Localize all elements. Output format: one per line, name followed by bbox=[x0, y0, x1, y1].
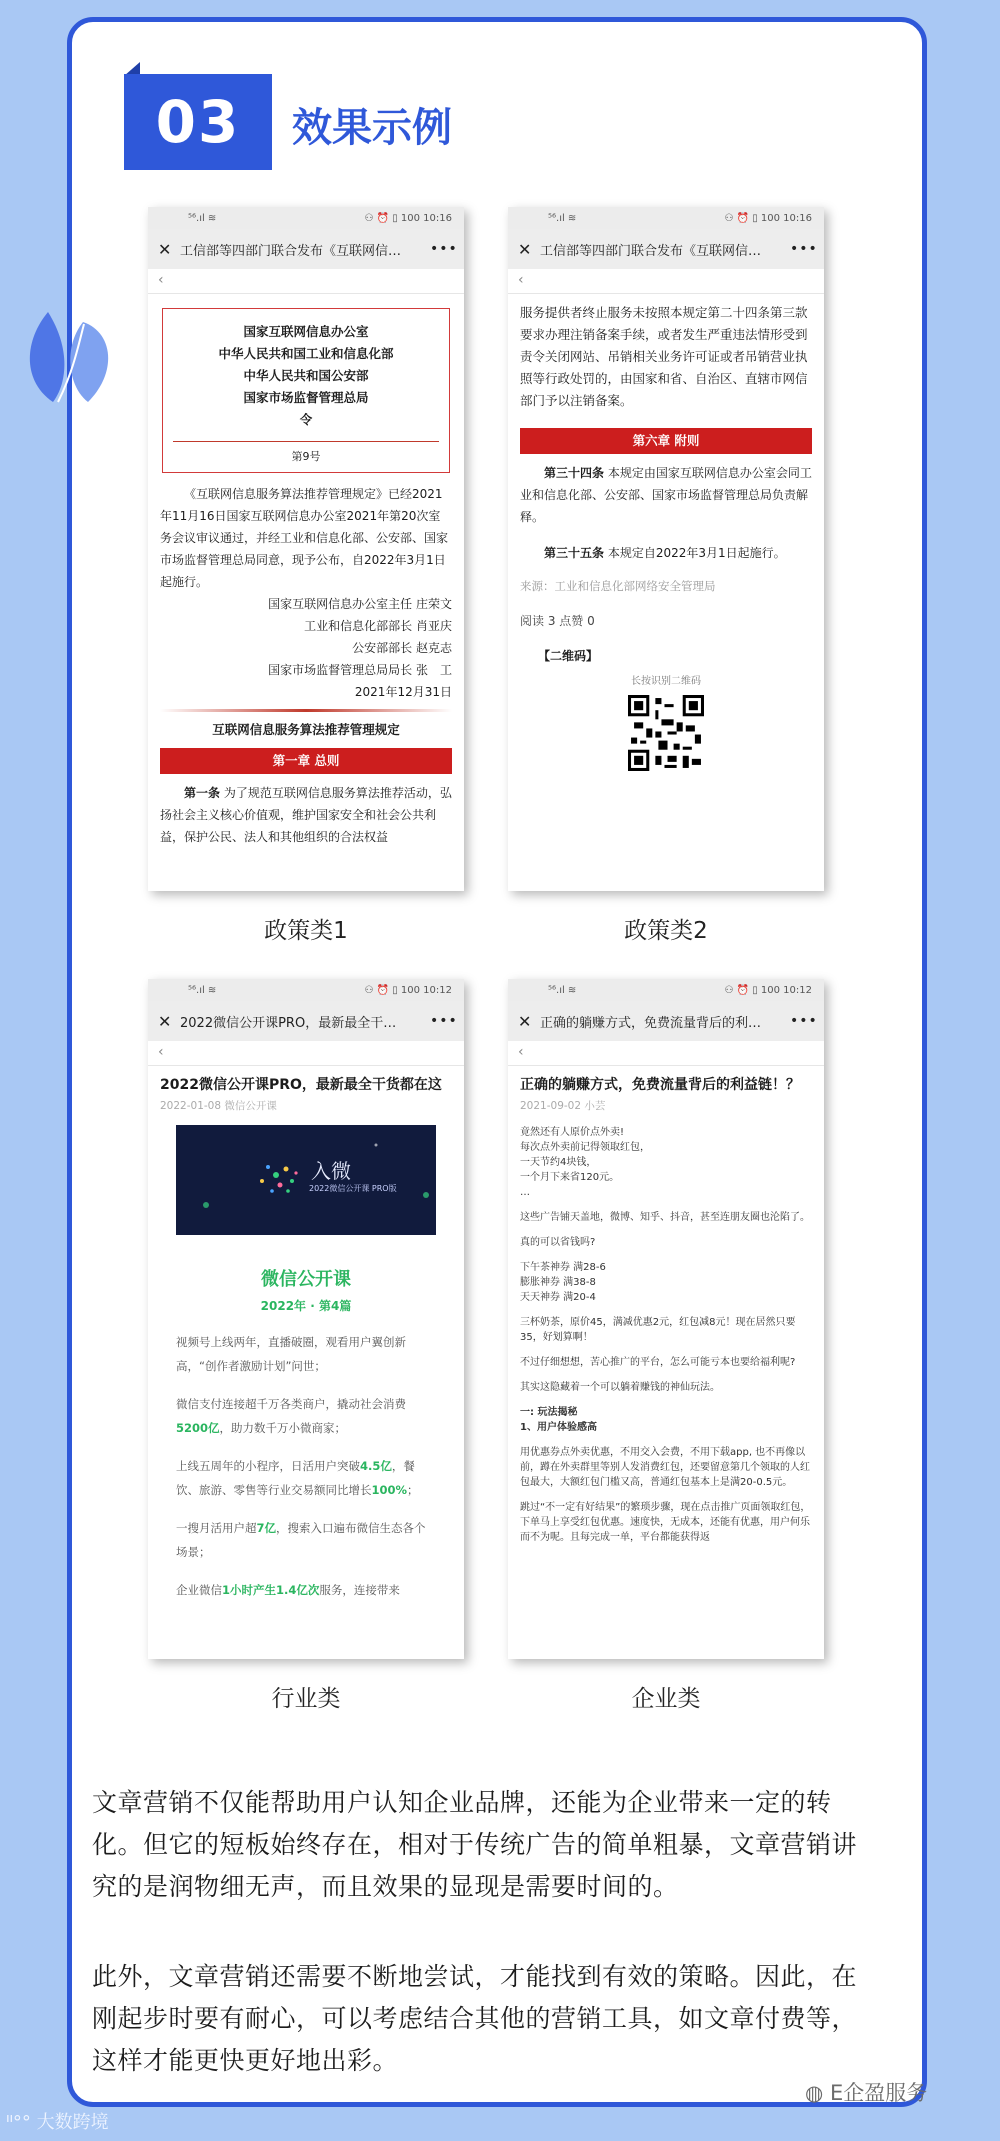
status-icons: ⚇ ⏰ ▯ 100 bbox=[364, 984, 420, 996]
paragraph: 用优惠券点外卖优惠，不用交入会费，不用下载app, 也不再像以前，蹲在外卖群里等别人发消费红包，还要留意第几个领取的人红包最大，大额红包门槛又高，普通红包基本上是满20-0.5元。 bbox=[520, 1447, 810, 1488]
signal-icon: ⁵⁶.ıl ≋ bbox=[188, 212, 217, 224]
qr-label: 【二维码】 bbox=[538, 649, 599, 663]
status-bar bbox=[148, 207, 464, 229]
paragraph: 其实这隐藏着一个可以躺着赚钱的神仙玩法。 bbox=[520, 1382, 720, 1393]
signal-icon: ⁵⁶.ıl ≋ bbox=[188, 984, 217, 996]
watermark-right: ◍ E企盈服务 bbox=[805, 2081, 928, 2105]
source-line: 来源：工业和信息化部网络安全管理局 bbox=[520, 579, 716, 593]
banner-title: 入微 bbox=[311, 1159, 351, 1183]
org-line: 国家市场监督管理总局 bbox=[243, 390, 369, 405]
paragraph: 企业微信1小时产生1.4亿次服务，连接带来 bbox=[176, 1583, 400, 1597]
clock: 10:16 bbox=[423, 212, 452, 224]
paragraph: 一搜月活用户超7亿，搜索入口遍布微信生态各个场景； bbox=[176, 1521, 426, 1559]
article-nav-title: 工信部等四部门联合发布《互联网信… bbox=[180, 243, 402, 259]
caption-policy-1: 政策类1 bbox=[264, 918, 348, 944]
status-bar bbox=[508, 979, 824, 1001]
status-icons: ⚇ ⏰ ▯ 100 bbox=[724, 984, 780, 996]
close-icon[interactable]: ✕ bbox=[518, 239, 532, 259]
article-text: 服务提供者终止服务未按照本规定第二十四条第三款要求办理注销备案手续，或者发生严重违法情形受到责令关闭网站、吊销相关业务许可证或者吊销营业执照等行政处罚的，由国家和省、自治区、直辖市网信部门予以注销备案。 bbox=[520, 305, 808, 408]
decree-label: 令 bbox=[299, 412, 313, 427]
article-meta: 2021-09-02 小芸 bbox=[520, 1100, 606, 1112]
announcement-text: 《互联网信息服务算法推荐管理规定》已经2021年11月16日国家互联网信息办公室2021年第20次室务会议审议通过，并经工业和信息化部、公安部、国家市场监督管理总局同意，现予公布，自2022年3月1日起施行。 bbox=[160, 487, 449, 589]
section-heading: 微信公开课 bbox=[261, 1269, 351, 1290]
paragraph: 视频号上线两年，直播破圈，观看用户翼创新高，“创作者激励计划”问世； bbox=[176, 1335, 406, 1373]
back-icon[interactable]: ‹ bbox=[148, 269, 464, 294]
paragraph: 三杯奶茶，原价45，满减优惠2元，红包减8元！现在居然只要35，好划算啊！ bbox=[520, 1317, 796, 1343]
article-label: 第三十五条 bbox=[544, 546, 605, 560]
signature: 国家市场监督管理总局局长 张 工 bbox=[268, 663, 452, 677]
decree-box bbox=[162, 308, 450, 473]
more-icon[interactable]: ••• bbox=[790, 1013, 818, 1029]
qr-code[interactable] bbox=[628, 695, 704, 771]
paragraph: 微信支付连接超千万各类商户，撬动社会消费5200亿，助力数千万小微商家； bbox=[176, 1397, 406, 1435]
paragraph: 这些广告铺天盖地，微博、知乎、抖音，甚至连朋友圈也沦陷了。 bbox=[520, 1212, 810, 1223]
paragraph: 真的可以省钱吗? bbox=[520, 1237, 596, 1248]
back-icon[interactable]: ‹ bbox=[508, 1041, 824, 1066]
phone-screenshot-policy-1 bbox=[148, 207, 464, 891]
more-icon[interactable]: ••• bbox=[790, 241, 818, 257]
clock: 10:12 bbox=[783, 984, 812, 996]
banner-dots bbox=[176, 1125, 436, 1235]
back-icon[interactable]: ‹ bbox=[508, 269, 824, 294]
status-bar bbox=[148, 979, 464, 1001]
section-subheading: 2022年 · 第4篇 bbox=[260, 1299, 352, 1313]
wechat-icon: ◍ bbox=[805, 2081, 824, 2105]
paragraph: 竟然还有人原价点外卖! 每次点外卖前记得领取红包， 一天节约4块钱， 一个月下来省120元。 … bbox=[520, 1127, 650, 1198]
more-icon[interactable]: ••• bbox=[430, 1013, 458, 1029]
section-number: 03 bbox=[155, 88, 241, 156]
status-icons: ⚇ ⏰ ▯ 100 bbox=[724, 212, 780, 224]
banner-image bbox=[176, 1125, 436, 1235]
phone-screenshot-industry bbox=[148, 979, 464, 1659]
nav-bar bbox=[148, 1001, 464, 1041]
article-text: 本规定由国家互联网信息办公室会同工业和信息化部、公安部、国家市场监督管理总局负责解释。 bbox=[520, 466, 812, 524]
article-nav-title: 正确的躺赚方式，免费流量背后的利… bbox=[540, 1015, 762, 1031]
status-bar bbox=[508, 207, 824, 229]
nav-bar bbox=[148, 229, 464, 269]
chapter-header: 第六章 附则 bbox=[520, 428, 812, 454]
close-icon[interactable]: ✕ bbox=[518, 1011, 532, 1031]
chapter-header: 第一章 总则 bbox=[160, 748, 452, 774]
caption-industry: 行业类 bbox=[271, 1686, 341, 1712]
signal-icon: ⁵⁶.ıl ≋ bbox=[548, 212, 577, 224]
clock: 10:12 bbox=[423, 984, 452, 996]
leaf-icon bbox=[18, 302, 114, 412]
signature: 公安部部长 赵克志 bbox=[352, 641, 452, 655]
clock: 10:16 bbox=[783, 212, 812, 224]
read-like-stats: 阅读 3 点赞 0 bbox=[520, 614, 595, 628]
article-title: 正确的躺赚方式，免费流量背后的利益链！？ bbox=[520, 1077, 800, 1093]
paragraph: 不过仔细想想，苦心推广的平台，怎么可能亏本也要给福利呢? bbox=[520, 1357, 796, 1368]
article-meta: 2022-01-08 微信公开课 bbox=[160, 1100, 277, 1112]
qr-hint: 长按识别二维码 bbox=[631, 676, 701, 687]
article-nav-title: 2022微信公开课PRO，最新最全干… bbox=[180, 1015, 397, 1031]
divider bbox=[173, 441, 439, 442]
close-icon[interactable]: ✕ bbox=[158, 239, 172, 259]
status-icons: ⚇ ⏰ ▯ 100 bbox=[364, 212, 420, 224]
paragraph: 跳过“不一定有好结果”的繁琐步骤，现在点击推广页面领取红包，下单马上享受红包优惠。速度快，无成本，还能有优惠，用户何乐而不为呢。且每完成一单，平台都能获得返 bbox=[520, 1502, 811, 1543]
watermark-left: ᐦ°° 大数跨境 bbox=[6, 2112, 109, 2133]
back-icon[interactable]: ‹ bbox=[148, 1041, 464, 1066]
section-title: 效果示例 bbox=[292, 105, 452, 151]
banner-subtitle: 2022微信公开课 PRO版 bbox=[309, 1184, 397, 1193]
article-text: 为了规范互联网信息服务算法推荐活动，弘扬社会主义核心价值观，维护国家安全和社会公共利益，保护公民、法人和其他组织的合法权益 bbox=[160, 786, 452, 844]
paragraph: 上线五周年的小程序，日活用户突破4.5亿，餐饮、旅游、零售等行业交易额同比增长100%； bbox=[176, 1459, 419, 1497]
article-label: 第一条 bbox=[184, 786, 221, 800]
signal-icon: ⁵⁶.ıl ≋ bbox=[548, 984, 577, 996]
org-line: 国家互联网信息办公室 bbox=[243, 324, 369, 339]
divider bbox=[160, 709, 452, 712]
paragraph: 一: 玩法揭秘 1、用户体验感高 bbox=[520, 1407, 597, 1433]
signature: 国家互联网信息办公室主任 庄荣文 bbox=[268, 597, 452, 611]
body-paragraph-1: 文章营销不仅能帮助用户认知企业品牌，还能为企业带来一定的转化。但它的短板始终存在，相对于传统广告的简单粗暴，文章营销讲究的是润物细无声，而且效果的显现是需要时间的。 bbox=[92, 1788, 858, 1901]
caption-enterprise: 企业类 bbox=[631, 1686, 701, 1712]
org-line: 中华人民共和国公安部 bbox=[243, 368, 369, 383]
paragraph: 下午茶神券 满28-6 膨胀神券 满38-8 天天神券 满20-4 bbox=[520, 1262, 606, 1303]
close-icon[interactable]: ✕ bbox=[158, 1011, 172, 1031]
caption-policy-2: 政策类2 bbox=[624, 918, 708, 944]
article-title: 2022微信公开课PRO，最新最全干货都在这 bbox=[160, 1077, 442, 1093]
logo-icon: ᐦ°° bbox=[6, 2112, 31, 2133]
article-text: 本规定自2022年3月1日起施行。 bbox=[604, 546, 786, 560]
signature-date: 2021年12月31日 bbox=[354, 685, 452, 699]
regulation-title: 互联网信息服务算法推荐管理规定 bbox=[212, 722, 400, 737]
nav-bar bbox=[508, 229, 824, 269]
more-icon[interactable]: ••• bbox=[430, 241, 458, 257]
phone-screenshot-policy-2 bbox=[508, 207, 824, 891]
nav-bar bbox=[508, 1001, 824, 1041]
body-paragraph-2: 此外，文章营销还需要不断地尝试，才能找到有效的策略。因此，在刚起步时要有耐心，可以考虑结合其他的营销工具，如文章付费等，这样才能更快更好地出彩。 bbox=[92, 1962, 858, 2075]
decree-number: 第9号 bbox=[291, 450, 321, 463]
org-line: 中华人民共和国工业和信息化部 bbox=[218, 346, 394, 361]
article-label: 第三十四条 bbox=[544, 466, 605, 480]
article-nav-title: 工信部等四部门联合发布《互联网信… bbox=[540, 243, 762, 259]
signature: 工业和信息化部部长 肖亚庆 bbox=[304, 619, 452, 633]
phone-screenshot-enterprise bbox=[508, 979, 824, 1659]
